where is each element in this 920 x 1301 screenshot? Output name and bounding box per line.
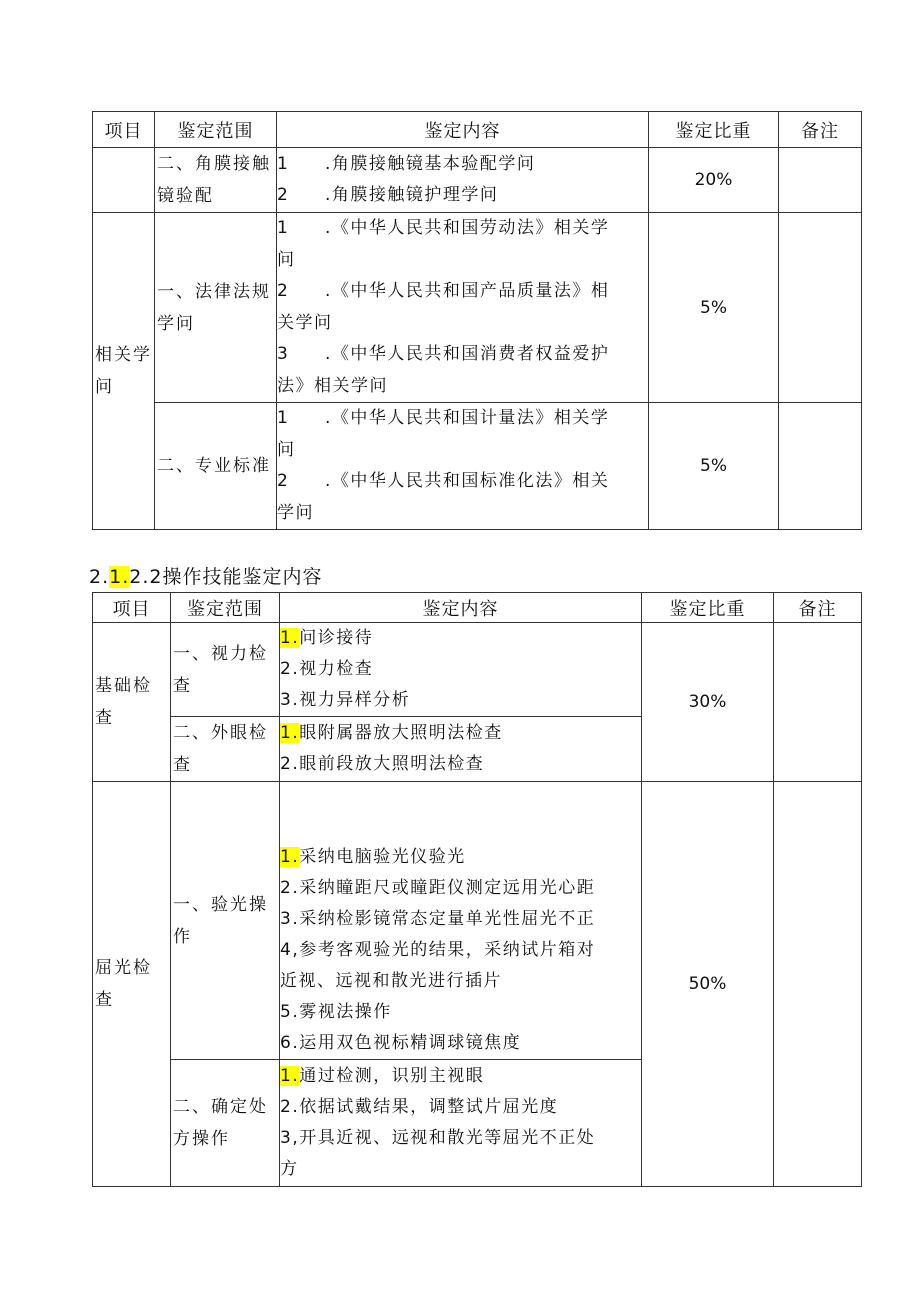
header-item: 项目	[93, 112, 155, 148]
header-item: 项目	[93, 593, 171, 623]
header-weight: 鉴定比重	[642, 593, 774, 623]
header-weight: 鉴定比重	[649, 112, 779, 148]
content-cell: 1.问诊接待 2.视力检查 3.视力异样分析	[280, 623, 642, 717]
scope-cell: 一、视力检 查	[171, 623, 280, 717]
table-row	[93, 403, 862, 530]
scope-cell: 二、确定处 方操作	[171, 1060, 280, 1187]
content-cell: 1.眼附属器放大照明法检查 2.眼前段放大照明法检查	[280, 717, 642, 782]
content-cell: 1 .《中华人民共和国计量法》相关学 问 2 .《中华人民共和国标准化法》相关 学问	[277, 403, 649, 530]
header-scope: 鉴定范围	[171, 593, 280, 623]
section-heading: 2.1.2.2操作技能鉴定内容	[89, 566, 323, 588]
notes-cell	[779, 213, 862, 403]
weight-cell: 5%	[649, 403, 779, 530]
section-highlight: 1.	[109, 566, 130, 588]
highlight-mark: 1.	[280, 628, 300, 648]
notes-cell	[774, 782, 862, 1187]
highlight-mark: 1.	[280, 1066, 300, 1086]
table-row	[93, 623, 862, 717]
skills-content-table	[92, 592, 862, 1187]
weight-cell: 50%	[642, 782, 774, 1187]
item-cell	[93, 148, 155, 213]
weight-cell: 20%	[649, 148, 779, 213]
table-header-row	[93, 593, 862, 623]
content-cell: 1.通过检测，识别主视眼 2.依据试戴结果，调整试片屈光度 3,开具近视、远视和散光等屈光不正处 方	[280, 1060, 642, 1187]
table-row	[93, 213, 862, 403]
notes-cell	[779, 403, 862, 530]
content-cell: 1 .角膜接触镜基本验配学问 2 .角膜接触镜护理学问	[277, 148, 649, 213]
content-cell: 1.采纳电脑验光仪验光 2.采纳瞳距尺或瞳距仪测定远用光心距 3.采纳检影镜常态定量单光性屈光不正 4,参考客观验光的结果，采纳试片箱对 近视、远视和散光进行插片 5.雾视法操作 6.运用双色视标精调球镜焦度	[280, 782, 642, 1060]
header-content: 鉴定内容	[277, 112, 649, 148]
notes-cell	[779, 148, 862, 213]
header-notes: 备注	[774, 593, 862, 623]
table-header-row	[93, 112, 862, 148]
theory-content-table	[92, 111, 862, 530]
item-cell: 屈光检 查	[93, 782, 171, 1187]
notes-cell	[774, 623, 862, 782]
scope-cell: 一、验光操 作	[171, 782, 280, 1060]
table-row	[93, 148, 862, 213]
scope-cell: 一、法律法规 学问	[155, 213, 277, 403]
content-cell: 1 .《中华人民共和国劳动法》相关学 问 2 .《中华人民共和国产品质量法》相 关学问 3 .《中华人民共和国消费者权益爱护 法》相关学问	[277, 213, 649, 403]
highlight-mark: 1.	[280, 723, 300, 743]
header-notes: 备注	[779, 112, 862, 148]
weight-cell: 5%	[649, 213, 779, 403]
table-row	[93, 782, 862, 1060]
weight-cell: 30%	[642, 623, 774, 782]
highlight-mark: 1.	[280, 847, 300, 867]
scope-cell: 二、角膜接触 镜验配	[155, 148, 277, 213]
item-cell: 基础检 查	[93, 623, 171, 782]
scope-cell: 二、外眼检 查	[171, 717, 280, 782]
header-scope: 鉴定范围	[155, 112, 277, 148]
header-content: 鉴定内容	[280, 593, 642, 623]
item-cell: 相关学 问	[93, 213, 155, 530]
scope-cell: 二、专业标准	[155, 403, 277, 530]
